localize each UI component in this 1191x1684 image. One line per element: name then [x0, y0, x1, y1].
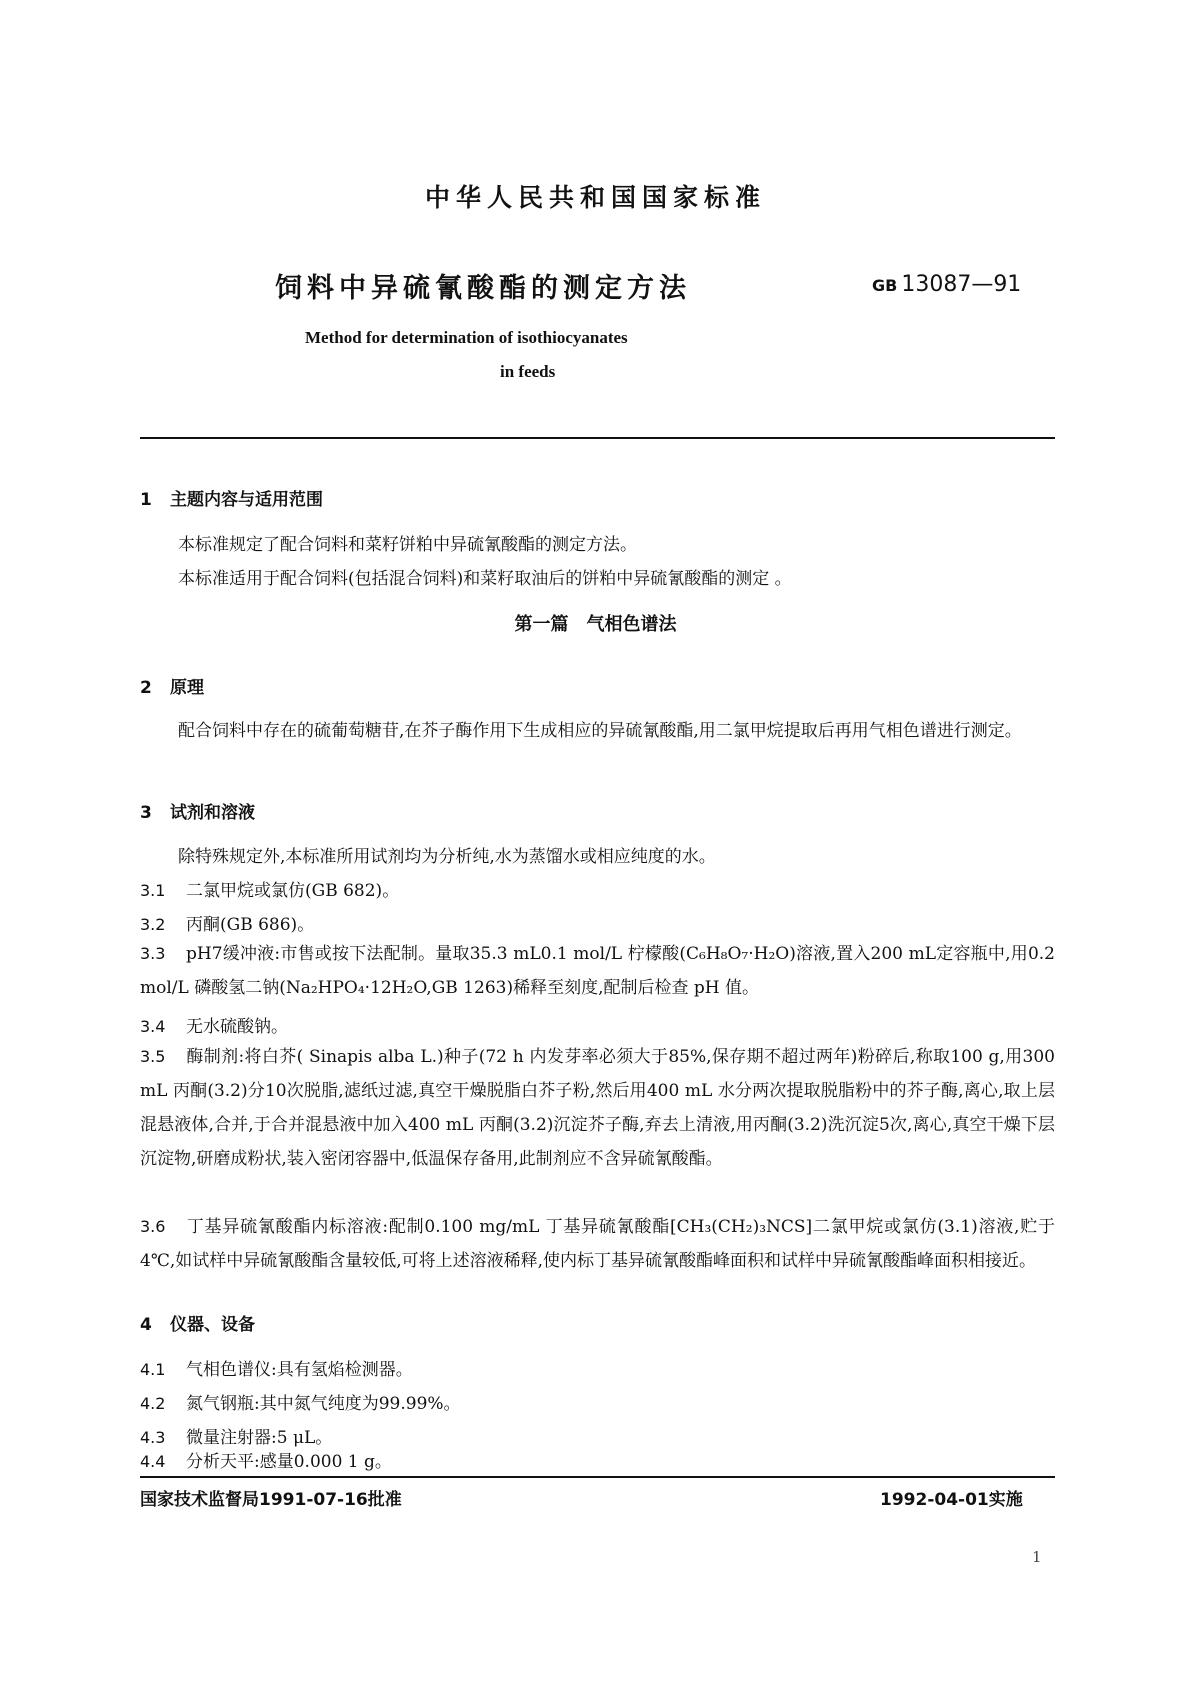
- section-title: 主题内容与适用范围: [170, 490, 323, 510]
- item-text: pH7缓冲液:市售或按下法配制。量取35.3 mL0.1 mol/L 柠檬酸(C₆H₈O₇·H₂O)溶液,置入200 mL定容瓶中,用0.2 mol/L 磷酸氢二钠(Na₂HPO₄·12H₂O,GB 1263)稀释至刻度,配制后检查 pH 值。: [140, 944, 1055, 998]
- footer-divider: [140, 1476, 1055, 1478]
- section-title: 仪器、设备: [170, 1315, 255, 1335]
- list-item: [140, 876, 399, 901]
- english-title-line2: in feeds: [500, 362, 556, 381]
- approval-date: 国家技术监督局1991-07-16批准: [140, 1490, 402, 1510]
- section-2-heading: [140, 673, 204, 698]
- implementation-date: 1992-04-01实施: [880, 1490, 1023, 1510]
- list-item: [140, 1423, 332, 1448]
- section-4-heading: [140, 1310, 255, 1335]
- item-number: 4.1: [140, 1360, 166, 1379]
- item-text: 氮气钢瓶:其中氮气纯度为99.99%。: [186, 1394, 461, 1414]
- item-number: 3.4: [140, 1017, 166, 1036]
- item-number: 3.3: [140, 944, 166, 963]
- item-number: 4.2: [140, 1394, 166, 1413]
- header-divider: [140, 437, 1055, 439]
- item-number: 3.6: [140, 1217, 166, 1236]
- section-1-para-2: 本标准适用于配合饲料(包括混合饲料)和菜籽取油后的饼粕中异硫氰酸酯的测定 。: [178, 569, 792, 589]
- item-number: 3.5: [140, 1047, 166, 1066]
- item-text: 分析天平:感量0.000 1 g。: [186, 1452, 392, 1472]
- list-item: [140, 910, 314, 935]
- part-title: 第一篇 气相色谱法: [514, 614, 677, 635]
- list-item: [140, 1210, 1055, 1278]
- section-title: 原理: [170, 678, 204, 698]
- section-number: 1: [140, 490, 152, 510]
- list-item: [140, 1447, 392, 1472]
- list-item: [140, 937, 1055, 1005]
- item-text: 无水硫酸钠。: [186, 1017, 288, 1037]
- item-number: 3.1: [140, 881, 166, 900]
- list-item: [140, 1040, 1055, 1176]
- item-text: 微量注射器:5 μL。: [186, 1428, 333, 1448]
- standard-code: [872, 272, 1021, 297]
- page-number: 1: [1032, 1548, 1042, 1566]
- document-title: 饲料中异硫氰酸酯的测定方法: [275, 273, 691, 304]
- item-text: 丁基异硫氰酸酯内标溶液:配制0.100 mg/mL 丁基异硫氰酸酯[CH₃(CH₂)₃NCS]二氯甲烷或氯仿(3.1)溶液,贮于4℃,如试样中异硫氰酸酯含量较低,可将上述溶液稀释,使内标丁基异硫氰酸酯峰面积和试样中异硫氰酸酯峰面积相接近。: [140, 1217, 1055, 1271]
- section-number: 4: [140, 1315, 152, 1335]
- item-number: 4.3: [140, 1428, 166, 1447]
- section-3-intro: 除特殊规定外,本标准所用试剂均为分析纯,水为蒸馏水或相应纯度的水。: [178, 847, 716, 867]
- item-number: 3.2: [140, 915, 166, 934]
- item-number: 4.4: [140, 1452, 166, 1471]
- section-number: 3: [140, 803, 152, 823]
- item-text: 丙酮(GB 686)。: [186, 915, 315, 935]
- code-number: 13087—91: [901, 272, 1022, 297]
- list-item: [140, 1355, 413, 1380]
- list-item: [140, 1389, 461, 1414]
- list-item: [140, 1012, 288, 1037]
- section-3-heading: [140, 798, 255, 823]
- code-prefix: GB: [872, 276, 898, 295]
- national-standard-heading: 中华人民共和国国家标准: [424, 183, 766, 212]
- item-text: 气相色谱仪:具有氢焰检测器。: [186, 1360, 413, 1380]
- section-number: 2: [140, 678, 152, 698]
- section-1-para-1: 本标准规定了配合饲料和菜籽饼粕中异硫氰酸酯的测定方法。: [178, 535, 637, 555]
- section-title: 试剂和溶液: [170, 803, 255, 823]
- section-2-para: 配合饲料中存在的硫葡萄糖苷,在芥子酶作用下生成相应的异硫氰酸酯,用二氯甲烷提取后再用气相色谱进行测定。: [178, 721, 1022, 741]
- item-text: 酶制剂:将白芥( Sinapis alba L.)种子(72 h 内发芽率必须大于85%,保存期不超过两年)粉碎后,称取100 g,用300 mL 丙酮(3.2)分10次脱脂,滤纸过滤,真空干燥脱脂白芥子粉,然后用400 mL 水分两次提取脱脂粉中的芥子酶,离心,取上层混悬液体,合并,于合并混悬液中加入400 mL 丙酮(3.2)沉淀芥子酶,弃去上清液,用丙酮(3.2)洗沉淀5次,离心,真空干燥下层沉淀物,研磨成粉状,装入密闭容器中,低温保存备用,此制剂应不含异硫氰酸酯。: [140, 1047, 1055, 1169]
- item-text: 二氯甲烷或氯仿(GB 682)。: [186, 881, 400, 901]
- english-title-line1: Method for determination of isothiocyanates: [305, 328, 628, 347]
- section-1-heading: [140, 485, 323, 510]
